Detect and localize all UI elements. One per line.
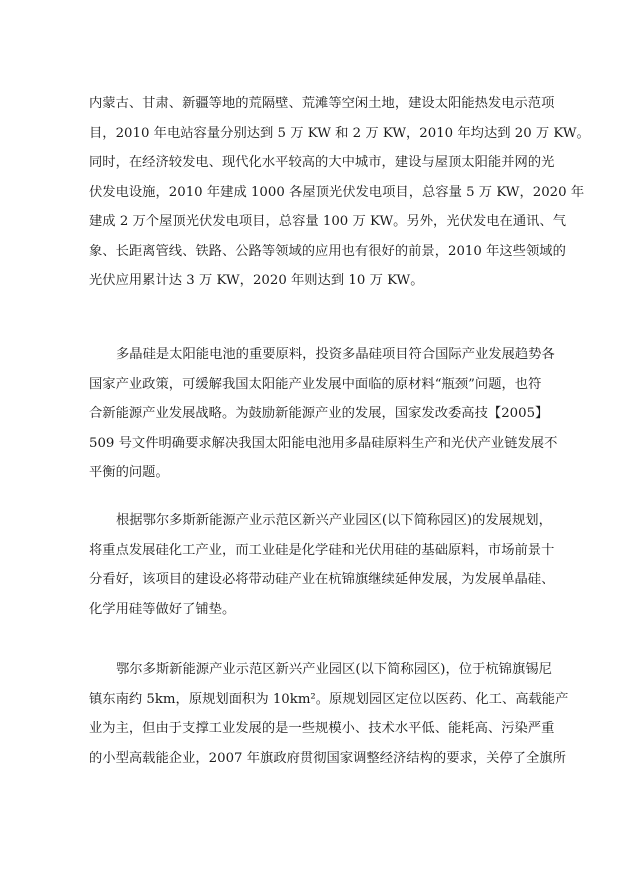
- paragraph-line: 将重点发展硅化工产业，而工业硅是化学硅和光伏用硅的基础原料，市场前景十: [89, 542, 555, 558]
- paragraph-line: 光伏应用累计达 3 万 KW，2020 年则达到 10 万 KW。: [89, 273, 424, 288]
- paragraph-line: 目，2010 年电站容量分别达到 5 万 KW 和 2 万 KW，2010 年均达到 20 万 KW。: [89, 125, 590, 141]
- paragraph-line: 鄂尔多斯新能源产业示范区新兴产业园区(以下简称园区)，位于杭锦旗锡尼: [116, 662, 552, 677]
- paragraph-line: 合新能源产业发展战略。为鼓励新能源产业的发展，国家发改委高技【2005】: [89, 406, 549, 421]
- paragraph-line: 建成 2 万个屋顶光伏发电项目，总容量 100 万 KW。另外，光伏发电在通讯、气: [89, 214, 567, 229]
- paragraph-line: 国家产业政策，可缓解我国太阳能产业发展中面临的原材料“瓶颈”问题，也符: [89, 376, 542, 392]
- paragraph-line: 的小型高载能企业，2007 年旗政府贯彻国家调整经济结构的要求，关停了全旗所: [89, 750, 566, 766]
- paragraph-line: 象、长距离管线、铁路、公路等领域的应用也有很好的前景，2010 年这些领域的: [89, 243, 566, 259]
- paragraph-line: 平衡的问题。: [89, 465, 169, 480]
- paragraph-line: 内蒙古、甘肃、新疆等地的荒隔壁、荒滩等空闲土地，建设太阳能热发电示范项: [89, 96, 555, 111]
- paragraph-line: 同时，在经济较发电、现代化水平较高的大中城市，建设与屋顶太阳能并网的光: [89, 155, 555, 170]
- paragraph-line: 镇东南约 5km，原规划面积为 10km²。原规划园区定位以医药、化工、高载能产: [89, 691, 569, 707]
- paragraph-line: 业为主，但由于支撑工业发展的是一些规模小、技术水平低、能耗高、污染严重: [89, 721, 555, 736]
- paragraph-4: [89, 655, 569, 773]
- paragraph-line: 根据鄂尔多斯新能源产业示范区新兴产业园区(以下简称园区)的发展规划，: [116, 513, 552, 528]
- paragraph-2: [89, 340, 558, 488]
- paragraph-line: 分看好，该项目的建设必将带动硅产业在杭锦旗继续延伸发展，为发展单晶硅、: [89, 572, 555, 587]
- paragraph-line: 伏发电设施，2010 年建成 1000 各屋顶光伏发电项目，总容量 5 万 KW，2020 年: [89, 184, 585, 200]
- paragraph-line: 多晶硅是太阳能电池的重要原料，投资多晶硅项目符合国际产业发展趋势各: [116, 347, 555, 362]
- paragraph-line: 509 号文件明确要求解决我国太阳能电池用多晶硅原料生产和光伏产业链发展不: [89, 435, 558, 451]
- paragraph-1: [89, 89, 590, 296]
- paragraph-3: [89, 506, 555, 624]
- paragraph-line: 化学用硅等做好了铺垫。: [89, 601, 236, 617]
